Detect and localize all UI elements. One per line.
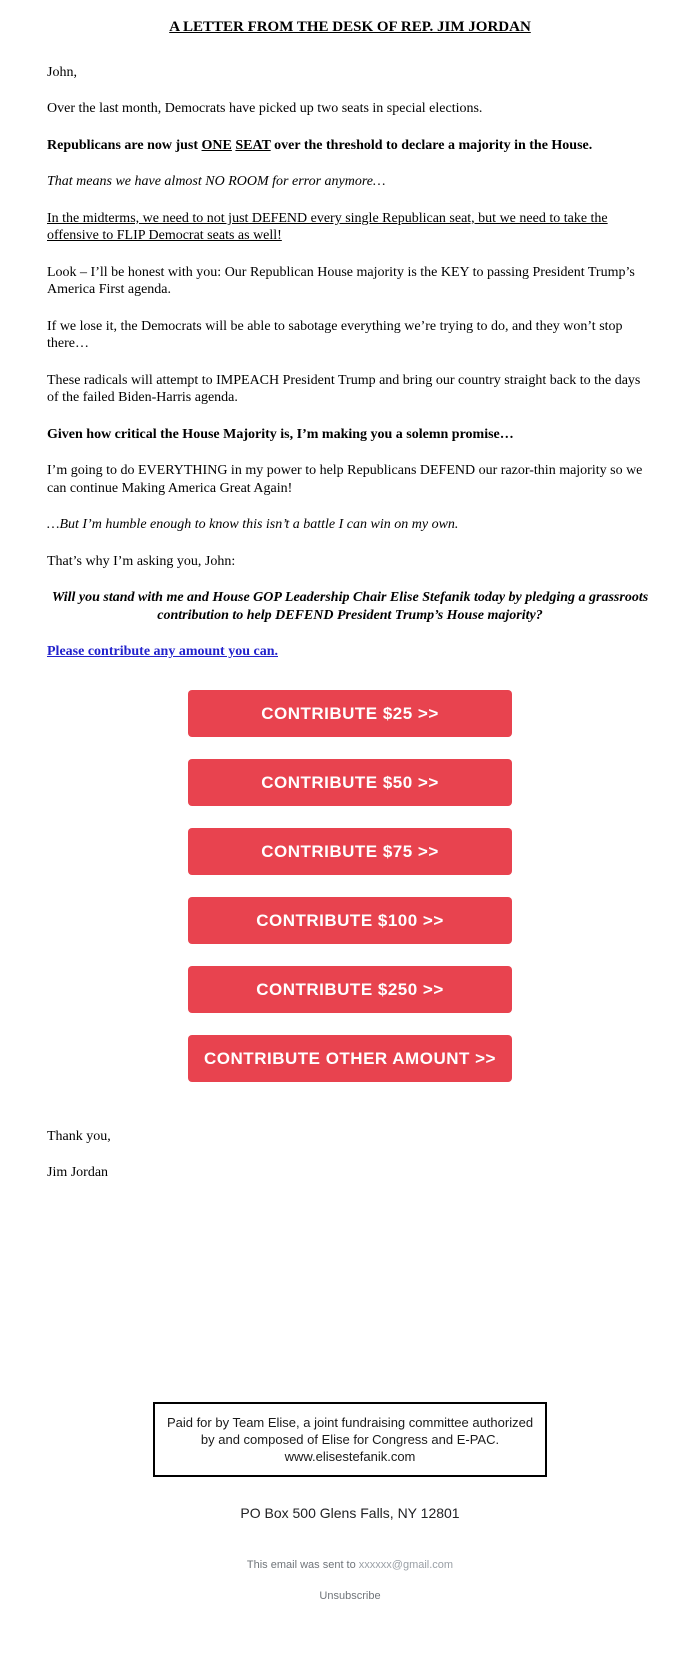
signature-thanks: Thank you, [47,1128,111,1144]
text-run: That’s why I’m asking you, John: [47,553,236,569]
blank-spacer [47,1201,653,1402]
text-run: over the threshold to declare a majority in the House. [270,137,593,153]
paragraph [47,462,653,497]
paid-for-disclaimer: Paid for by Team Elise, a joint fundraising committee authorized by and composed of Elise for Congress and E-PAC. www.elisestefanik.com [153,1402,547,1477]
text-run: John, [47,64,77,80]
paragraph [47,318,653,353]
contribute-buttons [47,690,653,1082]
text-run: …But I’m humble enough to know this isn’t a battle I can win on my own. [47,517,459,533]
contribute-button-0[interactable]: CONTRIBUTE $25 >> [188,690,512,737]
paragraph [47,264,653,299]
text-run: ONE [201,137,232,153]
sent-to-prefix: This email was sent to [246,1559,359,1572]
contribute-button-1[interactable]: CONTRIBUTE $50 >> [188,759,512,806]
paragraph [47,210,653,245]
paragraph [47,553,653,571]
mailing-address: PO Box 500 Glens Falls, NY 12801 [240,1504,460,1521]
text-run: I’m going to do EVERYTHING in my power to help Republicans DEFEND our razor-thin majority so we can continue Making America Great Again! [47,463,643,496]
text-run: If we lose it, the Democrats will be able to sabotage everything we’re trying to do, and they won’t stop there… [47,318,623,352]
contribute-any-amount-link[interactable]: Please contribute any amount you can. [47,644,278,660]
paragraph [47,372,653,407]
text-run: Republicans are now just [47,137,202,153]
paragraph [47,173,653,191]
text-run: In the midterms, we need to not just DEFEND every single Republican seat, but we need to take the offensive to FLIP Democrat seats as well! [47,210,608,244]
paragraph [47,64,653,82]
paragraph [47,426,653,444]
letter-title: A LETTER FROM THE DESK OF REP. JIM JORDAN [169,19,531,35]
text-run: Given how critical the House Majority is, I’m making you a solemn promise… [47,426,514,442]
text-run: That means we have almost NO ROOM for error anymore… [47,174,386,190]
contribute-button-3[interactable]: CONTRIBUTE $100 >> [188,897,512,944]
text-run: Over the last month, Democrats have picked up two seats in special elections. [47,101,483,117]
signature-name: Jim Jordan [47,1165,109,1181]
cta-link-paragraph [47,643,653,661]
email-footer [47,1402,653,1604]
text-run: SEAT [235,137,271,153]
paragraph [47,516,653,534]
contribute-button-4[interactable]: CONTRIBUTE $250 >> [188,966,512,1013]
paragraph [47,137,653,155]
text-run: Will you stand with me and House GOP Leadership Chair Elise Stefanik today by pledging a grassroots contribution to help DEFEND President Trump’s House majority? [51,590,649,623]
text-run: These radicals will attempt to IMPEACH President Trump and bring our country straight back to the days of the failed Biden-Harris agenda. [47,372,641,406]
contribute-button-5[interactable]: CONTRIBUTE OTHER AMOUNT >> [188,1035,512,1082]
sent-to-line [47,1559,653,1573]
paragraph [47,589,653,624]
recipient-email: xxxxxx@gmail.com [358,1559,454,1572]
letter-paragraphs [47,64,653,625]
text-run: Look – I’ll be honest with you: Our Republican House majority is the KEY to passing President Trump’s America First agenda. [47,264,635,298]
contribute-button-2[interactable]: CONTRIBUTE $75 >> [188,828,512,875]
paragraph [47,100,653,118]
unsubscribe-link[interactable]: Unsubscribe [319,1590,381,1602]
